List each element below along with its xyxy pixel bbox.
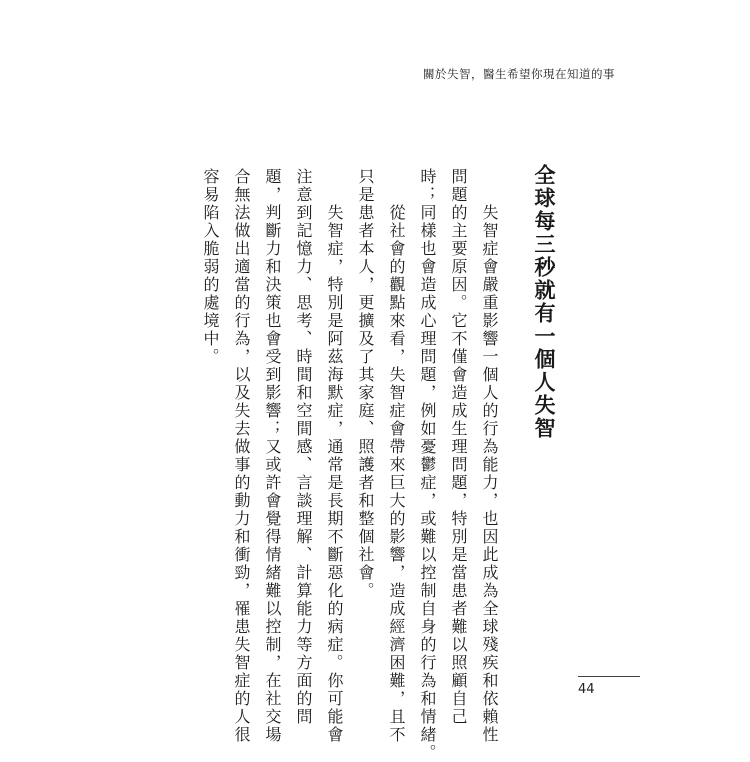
text-column: 注意到記憶力、思考、時間和空間感、言談理解、計算能力等方面的問 [294, 168, 313, 726]
text-column: 失智症會嚴重影響一個人的行為能力，也因此成為全球殘疾和依賴性 [480, 204, 499, 744]
text-column: 時；同樣也會造成心理問題，例如憂鬱症，或難以控制自身的行為和情緒。 [418, 168, 437, 762]
text-column: 合無法做出適當的行為，以及失去做事的動力和衝勁，罹患失智症的人很 [232, 168, 251, 744]
running-header: 關於失智，醫生希望你現在知道的事 [423, 67, 615, 81]
text-column: 從社會的觀點來看，失智症會帶來巨大的影響，造成經濟困難，且不 [387, 204, 406, 744]
text-column: 問題的主要原因。它不僅會造成生理問題，特別是當患者難以照顧自己 [449, 168, 468, 726]
text-column: 容易陷入脆弱的處境中。 [201, 168, 220, 366]
page-number-rule [578, 676, 640, 677]
section-heading: 全球每三秒就有一個人失智 [532, 164, 556, 440]
text-column: 失智症，特別是阿茲海默症，通常是長期不斷惡化的病症。你可能會 [325, 204, 344, 744]
page-number: 44 [578, 682, 595, 697]
page-body [187, 164, 556, 762]
text-column: 題，判斷力和決策也會受到影響；又或許會覺得情緒難以控制，在社交場 [263, 168, 282, 744]
text-column: 只是患者本人，更擴及了其家庭、照護者和整個社會。 [356, 168, 375, 600]
